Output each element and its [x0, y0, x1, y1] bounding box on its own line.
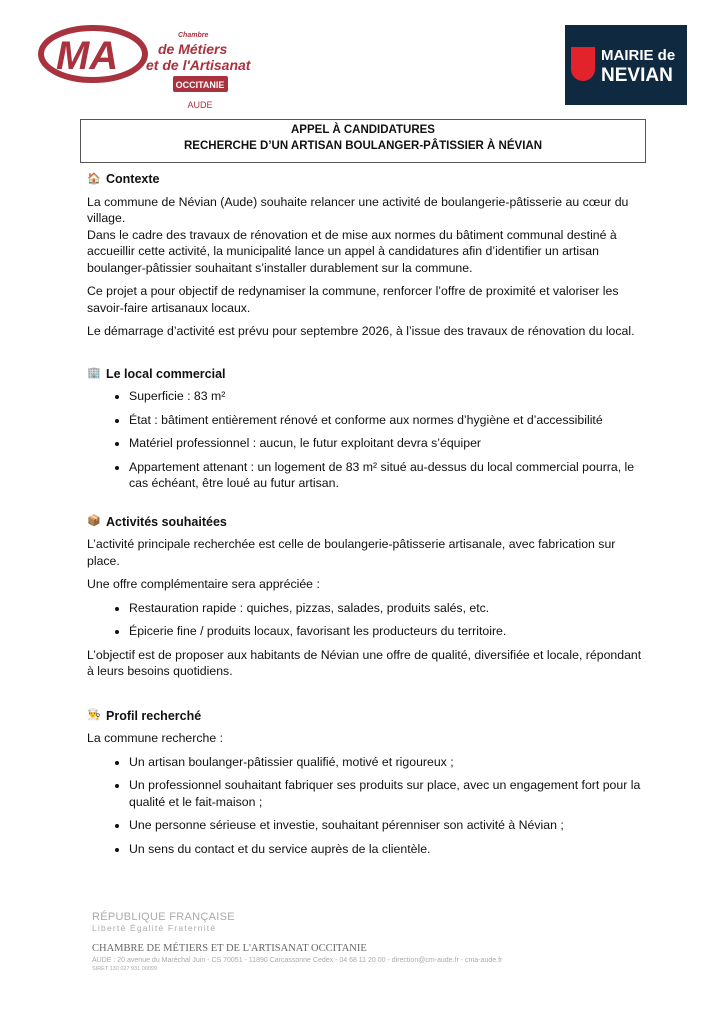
chef-icon: 👨‍🍳 [87, 709, 101, 722]
title-line2: RECHERCHE D’UN ARTISAN BOULANGER-PÂTISSIER À NÉVIAN [183, 140, 542, 152]
list-item: • État : bâtiment entièrement rénové et conforme aux normes d’hygiène et d’accessibilité [129, 412, 647, 429]
list-item: • Un artisan boulanger-pâtissier qualifié, motivé et rigoureux ; [129, 754, 647, 771]
section-contexte: 🏠 Contexte La commune de Névian (Aude) souhaite relancer une activité de boulangerie-pâtisserie au cœur du village. Dans le cadre des travaux de rénovation et de mise aux normes du bâtiment communal destiné à accueillir cette activité, la municipalité lance un appel à candidatures afin d’identifier un artisan boulanger-pâtissier souhaitant s’installer durablement sur la commune. Ce projet a pour objectif de redynamiser la commune, renforcer l’offre de proximité et valoriser les savoir-faire artisanaux locaux. Le démarrage d’activité est prévu pour septembre 2026, à l’issue des travaux de rénovation du local. [87, 172, 635, 338]
section-local: 🏢 Le local commercial • Superficie : 83 m² • État : bâtiment entièrement rénové et conforme aux normes d’hygiène et d’accessibilité • Matériel professionnel : aucun, le futur exploitant devra s’équiper • Appartement attenant : un logement de 83 m² situé au-dessus du local commercial pourra, le cas échéant, être loué au futur artisan. [87, 366, 647, 492]
house-icon: 🏠 [87, 172, 101, 185]
list-item: • Matériel professionnel : aucun, le futur exploitant devra s’équiper [129, 435, 647, 452]
svg-text:Chambre: Chambre [178, 32, 209, 39]
svg-text:MA: MA [56, 34, 119, 78]
shield-icon [571, 47, 595, 81]
list-item: • Appartement attenant : un logement de 83 m² situé au-dessus du local commercial pourra, le cas échéant, être loué au futur artisan. [129, 459, 647, 492]
title-line1: APPEL À CANDIDATURES [291, 124, 435, 136]
building-icon: 🏢 [87, 367, 101, 380]
list-item: • Un sens du contact et du service auprès de la clientèle. [129, 841, 647, 858]
section-profil: 👨‍🍳 Profil recherché La commune recherche : • Un artisan boulanger-pâtissier qualifié, motivé et rigoureux ; • Un professionnel souhaitant fabriquer ses produits sur place, avec un engagement fort pour la qualité et le fait-maison ; • Une personne sérieuse et investie, souhaitant pérenniser son activité à Névian ; • Un sens du contact et du service auprès de la clientèle. [87, 708, 647, 858]
package-icon: 📦 [87, 515, 101, 528]
section-activites: 📦 Activités souhaitées L’activité principale recherchée est celle de boulangerie-pâtisserie artisanale, avec fabrication sur place. Une offre complémentaire sera appréciée : • Restauration rapide : quiches, pizzas, salades, produits salés, etc. • Épicerie fine / produits locaux, favorisant les producteurs du territoire. L’objectif est de proposer aux habitants de Névian une offre de qualité, diversifiée et locale, répondant à leurs besoins quotidiens. [87, 514, 647, 680]
cma-logo [38, 24, 268, 114]
list-item: • Restauration rapide : quiches, pizzas, salades, produits salés, etc. [129, 600, 647, 617]
svg-text:de Métiers: de Métiers [158, 41, 228, 57]
list-item: • Un professionnel souhaitant fabriquer ses produits sur place, avec un engagement fort pour la qualité et le fait-maison ; [129, 777, 647, 810]
footer: RÉPUBLIQUE FRANÇAISE Liberté Égalité Fraternité CHAMBRE DE MÉTIERS ET DE L'ARTISANAT OCCITANIE AUDE : 20 avenue du Maréchal Juin - CS 70051 - 11890 Carcassonne Cedex - 04 68 11 20 00 - direction@cm-aude.fr - cma-aude.fr SIRET 130 027 931 00099 [92, 911, 503, 972]
document-body [87, 171, 647, 864]
list-item: • Une personne sérieuse et investie, souhaitant pérenniser son activité à Névian ; [129, 817, 647, 834]
list-item: • Épicerie fine / produits locaux, favorisant les producteurs du territoire. [129, 623, 647, 640]
title-box [80, 119, 646, 163]
svg-text:et de l'Artisanat: et de l'Artisanat [146, 57, 251, 73]
mairie-nevian-logo: MAIRIE de NEVIAN [565, 25, 687, 105]
svg-text:OCCITANIE: OCCITANIE [175, 80, 225, 90]
svg-text:AUDE: AUDE [187, 100, 213, 110]
list-item: • Superficie : 83 m² [129, 388, 647, 405]
